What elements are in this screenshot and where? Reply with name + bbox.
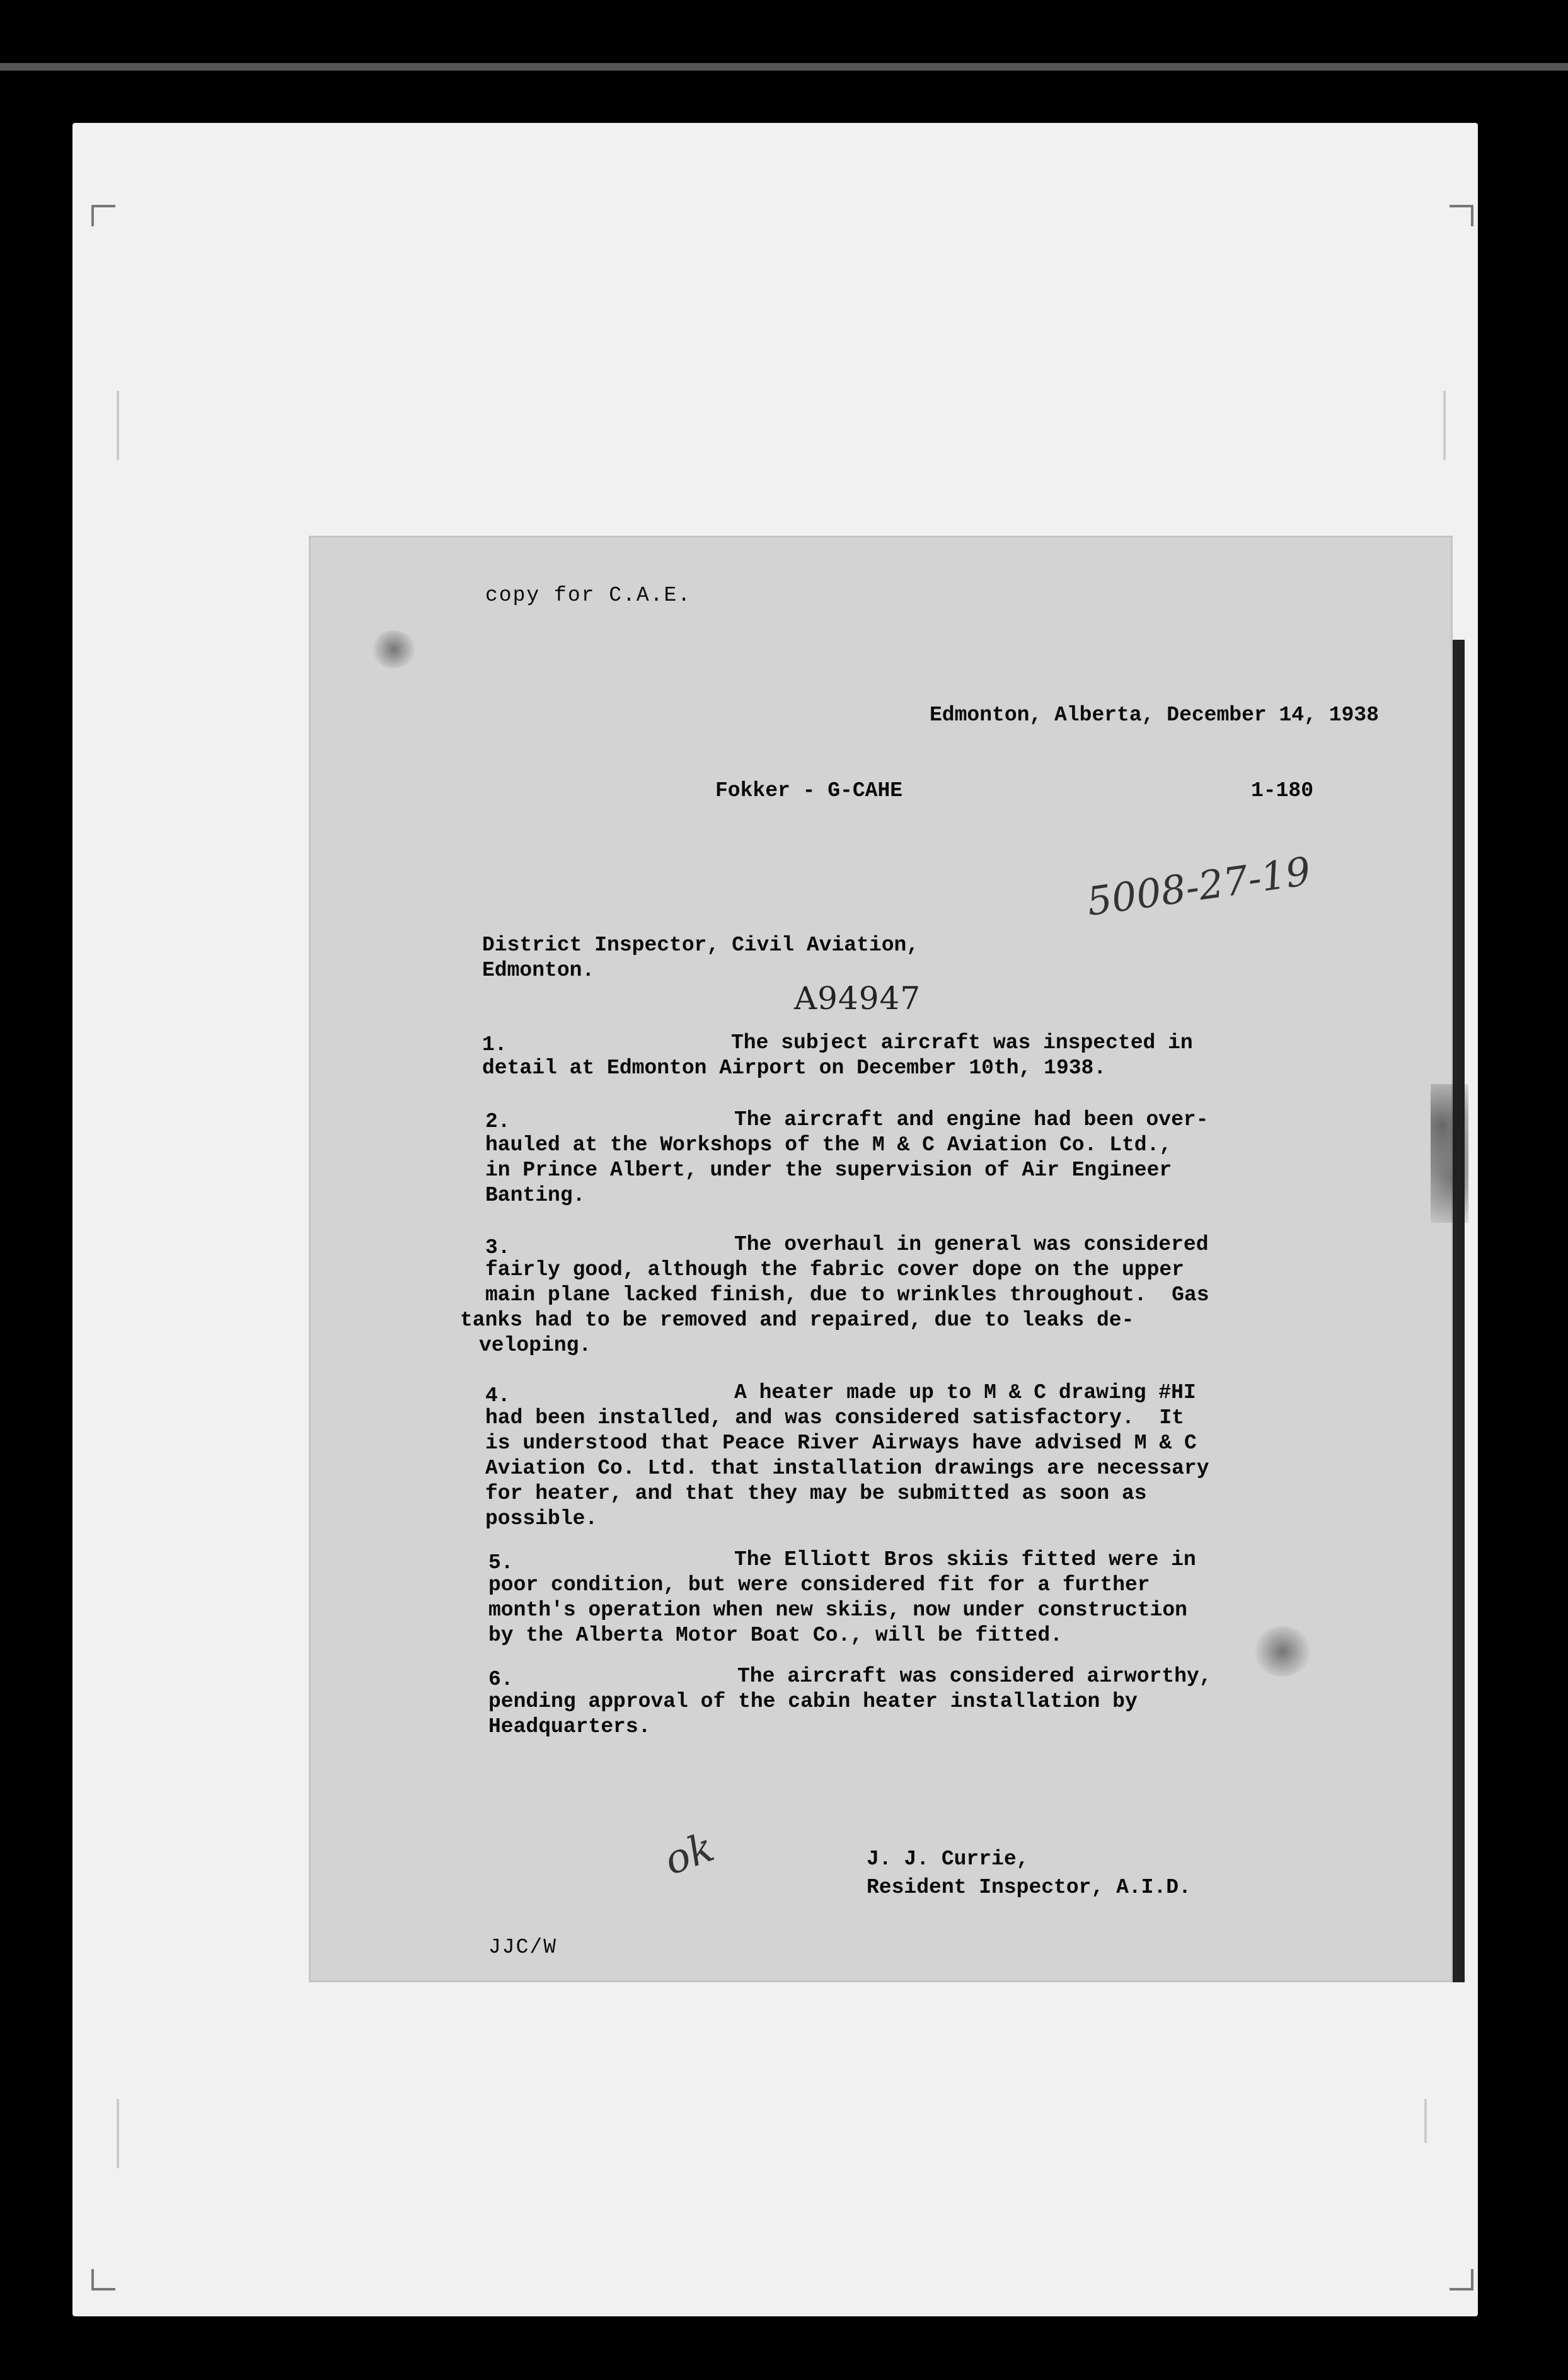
paragraph-line: month's operation when new skiis, now under construction <box>488 1598 1187 1622</box>
addressee-line-1: District Inspector, Civil Aviation, <box>482 933 919 957</box>
subject-line: Fokker - G-CAHE <box>715 779 903 802</box>
file-reference: 1-180 <box>1251 779 1314 802</box>
signature-title: Resident Inspector, A.I.D. <box>867 1876 1191 1899</box>
paragraph-number: 2. <box>485 1110 510 1133</box>
crop-mark-mid-left <box>117 391 132 460</box>
paragraph-number: 5. <box>488 1551 514 1574</box>
paragraph-line: The aircraft was considered airworthy, <box>737 1665 1212 1688</box>
crop-mark-mid-right <box>1431 391 1446 460</box>
paragraph-number: 3. <box>485 1236 510 1259</box>
crop-mark-top-right <box>1450 205 1473 226</box>
paragraph-number: 6. <box>488 1668 514 1691</box>
paragraph-line: The aircraft and engine had been over- <box>734 1108 1209 1131</box>
reference-initials: JJC/W <box>488 1936 558 1959</box>
paragraph-line: Banting. <box>485 1184 585 1207</box>
crop-mark-lower-left <box>117 2099 132 2168</box>
paragraph-line: Aviation Co. Ltd. that installation drawings are necessary <box>485 1457 1209 1480</box>
paragraph-line: for heater, and that they may be submitted as soon as <box>485 1482 1147 1505</box>
paragraph-line: by the Alberta Motor Boat Co., will be fitted. <box>488 1624 1063 1647</box>
addressee-line-2: Edmonton. <box>482 959 595 982</box>
crop-mark-bottom-left <box>91 2269 115 2290</box>
paragraph-line: detail at Edmonton Airport on December 10th, 1938. <box>482 1056 1107 1080</box>
paragraph-number: 1. <box>482 1033 507 1056</box>
paragraph-line: pending approval of the cabin heater installation by <box>488 1690 1138 1713</box>
paragraph-line: A heater made up to M & C drawing #HI <box>734 1381 1196 1404</box>
signature-name: J. J. Currie, <box>867 1847 1029 1871</box>
stamped-document-number: A94947 <box>794 980 921 1017</box>
crop-mark-top-left <box>91 205 115 226</box>
paragraph-line: had been installed, and was considered satisfactory. It <box>485 1406 1184 1430</box>
paragraph-number: 4. <box>485 1384 510 1407</box>
paragraph-line: hauled at the Workshops of the M & C Aviation Co. Ltd., <box>485 1133 1172 1157</box>
paragraph-line: possible. <box>485 1507 598 1530</box>
handwritten-file-number: 5008-27-19 <box>1084 848 1314 925</box>
crop-mark-lower-right <box>1412 2099 1427 2143</box>
paragraph-line: tanks had to be removed and repaired, due to leaks de- <box>460 1308 1134 1332</box>
ink-blot <box>372 630 416 668</box>
paragraph-line: The overhaul in general was considered <box>734 1233 1209 1256</box>
paragraph-line: veloping. <box>479 1334 592 1357</box>
paragraph-line: is understood that Peace River Airways have advised M & C <box>485 1431 1197 1455</box>
paragraph-line: Headquarters. <box>488 1715 651 1738</box>
handwritten-initials: ok <box>658 1824 720 1885</box>
paragraph-line: in Prince Albert, under the supervision of Air Engineer <box>485 1158 1172 1182</box>
crop-mark-bottom-right <box>1450 2269 1473 2290</box>
paragraph-line: fairly good, although the fabric cover dope on the upper <box>485 1258 1184 1281</box>
paragraph-line: The Elliott Bros skiis fitted were in <box>734 1548 1196 1571</box>
paragraph-line: main plane lacked finish, due to wrinkles throughout. Gas <box>485 1283 1209 1307</box>
copy-note: copy for C.A.E. <box>485 584 692 607</box>
film-edge <box>0 63 1568 71</box>
edge-stain <box>1431 1084 1468 1223</box>
paragraph-line: poor condition, but were considered fit for a further <box>488 1573 1150 1597</box>
ink-smudge <box>1254 1626 1311 1677</box>
place-date: Edmonton, Alberta, December 14, 1938 <box>930 703 1379 727</box>
paragraph-line: The subject aircraft was inspected in <box>731 1031 1193 1054</box>
